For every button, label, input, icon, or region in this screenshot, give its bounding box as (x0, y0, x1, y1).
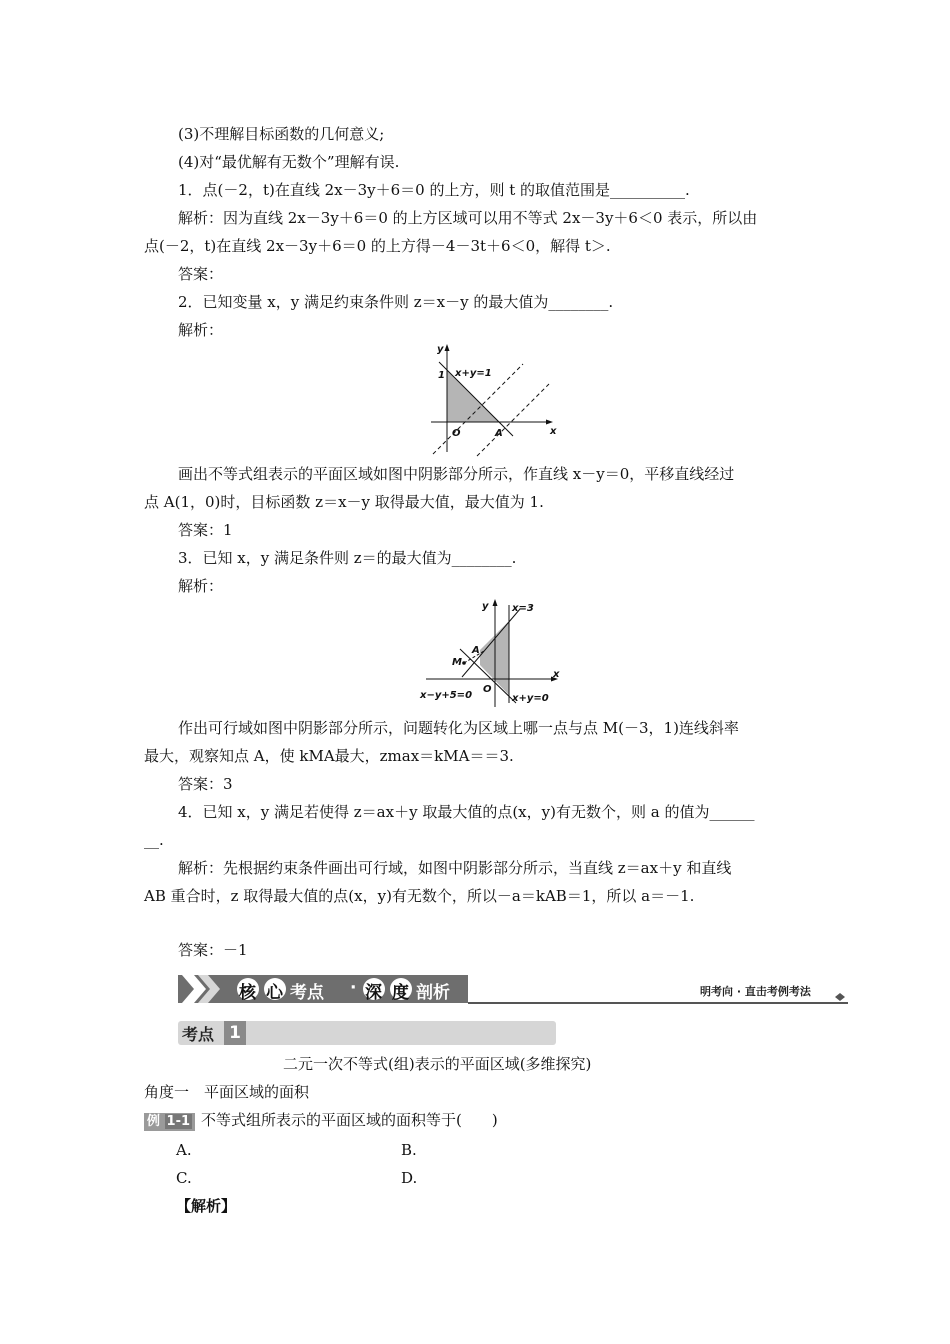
text-line: AB 重合时，z 取得最大值的点(x，y)有无数个，所以－a＝kAB＝1，所以 a＝－1. (144, 887, 695, 905)
fig2-point-m: M (452, 657, 462, 668)
fig2-eq1: x−y+5=0 (420, 690, 473, 701)
example-line (144, 1110, 498, 1131)
option-b: B. (401, 1141, 417, 1159)
text-line: (3)不理解目标函数的几何意义; (178, 125, 385, 143)
topic-title: 二元一次不等式(组)表示的平面区域(多维探究) (283, 1055, 592, 1073)
fig1-point-a: A (495, 428, 503, 439)
banner-char: 核 (239, 983, 256, 1003)
option-d: D. (401, 1169, 418, 1187)
text-line: 点 A(1，0)时，目标函数 z＝x－y 取得最大值，最大值为 1. (144, 493, 544, 511)
fig2-eq2: x+y=0 (512, 693, 549, 704)
option-c: C. (176, 1169, 192, 1187)
text-line: 解析：先根据约束条件画出可行域，如图中阴影部分所示，当直线 z＝ax＋y 和直线 (178, 859, 732, 877)
fig1-x-label: x (550, 426, 557, 437)
fig1-origin: O (452, 428, 461, 439)
fig1-one-label: 1 (438, 370, 445, 381)
fig2-x3-label: x=3 (512, 603, 534, 614)
kaodian-label: 考点 (182, 1025, 215, 1044)
text-line: 作出可行域如图中阴影部分所示，问题转化为区域上哪一点与点 M(－3，1)连线斜率 (178, 719, 739, 737)
question-1: 1．点(－2，t)在直线 2x－3y＋6＝0 的上方，则 t 的取值范围是__________. (178, 181, 690, 199)
example-text: 不等式组所表示的平面区域的面积等于( ) (201, 1111, 498, 1129)
fig2-point-a: A (472, 645, 480, 656)
analysis-heading: 【解析】 (176, 1197, 237, 1215)
kaodian-header (178, 1021, 556, 1045)
text-line: 解析：因为直线 2x－3y＋6＝0 的上方区域可以用不等式 2x－3y＋6＜0 表示，所以由 (178, 209, 758, 227)
subtopic-title: 角度一 平面区域的面积 (144, 1083, 310, 1101)
text-line: (4)对“最优解有无数个”理解有误. (178, 153, 400, 171)
option-a: A. (176, 1141, 192, 1159)
question-3: 3．已知 x，y 满足条件则 z＝的最大值为________. (178, 549, 517, 567)
banner-char: 度 (392, 983, 409, 1003)
answer-line: 答案：1 (178, 521, 233, 539)
answer-line: 答案：－1 (178, 941, 248, 959)
fig2-origin: O (483, 684, 492, 695)
fig1-y-label: y (437, 344, 444, 355)
fig2-x-label: x (553, 669, 560, 680)
figure-2-graph (418, 595, 568, 710)
analysis-label: 解析： (178, 577, 224, 595)
figure-1-graph (425, 340, 560, 460)
example-tag: 例 1-1 (144, 1113, 195, 1131)
banner-char: 心 (266, 983, 283, 1003)
banner-sep: · (350, 978, 357, 998)
analysis-label: 解析： (178, 321, 224, 339)
fig2-y-label: y (482, 601, 489, 612)
fig1-equation: x+y=1 (455, 368, 492, 379)
answer-line: 答案：3 (178, 775, 233, 793)
kaodian-number: 1 (224, 1021, 246, 1045)
banner-right-text: 明考向 · 直击考例考法 (700, 985, 811, 998)
text-line: 最大，观察知点 A，使 kMA最大，zmax＝kMA＝＝3. (144, 747, 514, 765)
banner-char: 深 (365, 983, 382, 1003)
text-line: 点(－2，t)在直线 2x－3y＋6＝0 的上方得－4－3t＋6＜0，解得 t＞. (144, 237, 611, 255)
text-line: __. (144, 831, 164, 849)
question-4: 4．已知 x，y 满足若使得 z＝ax＋y 取最大值的点(x，y)有无数个，则 a 的值为______ (178, 803, 755, 821)
question-2: 2．已知变量 x，y 满足约束条件则 z＝x－y 的最大值为________. (178, 293, 614, 311)
banner-text: 考点 (290, 983, 324, 1003)
banner-text: 剖析 (416, 983, 450, 1003)
text-line: 画出不等式组表示的平面区域如图中阴影部分所示，作直线 x－y＝0，平移直线经过 (178, 465, 735, 483)
answer-label: 答案： (178, 265, 224, 283)
section-banner (178, 972, 848, 1006)
